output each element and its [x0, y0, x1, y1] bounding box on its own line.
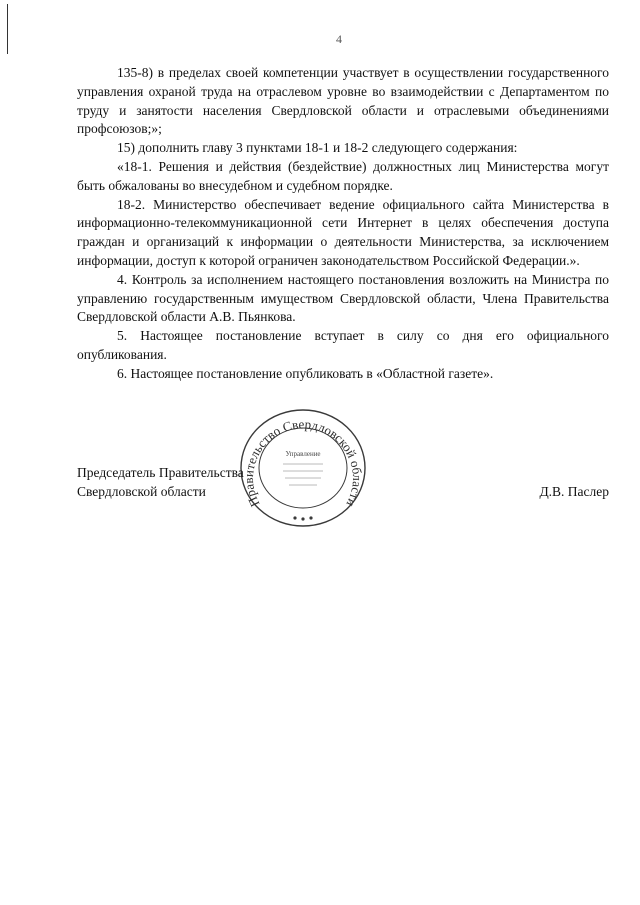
signatory-name: Д.В. Паслер: [539, 483, 609, 499]
signatory-title-line-1: Председатель Правительства: [77, 465, 244, 480]
signatory-title-line-2: Свердловской области: [77, 483, 206, 499]
paragraph-6: 6. Настоящее постановление опубликовать в «Областной газете».: [117, 365, 494, 381]
signatory-title: [77, 464, 244, 502]
paragraph-5: 5. Настоящее постановление вступает в силу со дня его официального опубликования.: [77, 328, 609, 362]
paragraph-15: 15) дополнить главу 3 пунктами 18-1 и 18-2 следующего содержания:: [117, 140, 518, 156]
seal-inner-text: Управление: [285, 450, 321, 458]
seal-outer-text: Правительство Свердловской области: [240, 416, 366, 510]
paragraph-18-1: «18-1. Решения и действия (бездействие) должностных лиц Министерства могут быть обжалованы во внесудебном и судебном порядке.: [77, 158, 609, 193]
document-body: [77, 64, 609, 384]
paragraph-4: 4. Контроль за исполнением настоящего постановления возложить на Министра по управлению государственным имуществом Свердловской области, Члена Правительства Свердловской области А.В. Пьянкова.: [77, 271, 609, 325]
seal-stars-icon: [293, 516, 312, 520]
signature-block: [77, 464, 609, 504]
paragraph-135-8: 135-8) в пределах своей компетенции участвует в осуществлении государственного управления охраной труда на отраслевом уровне во взаимодействии с Департаментом по труду и занятости населения Свердловской области и отраслевыми объединениями профсоюзов;»;: [77, 65, 609, 137]
page-edge-mark: [7, 4, 8, 54]
page-number: 4: [336, 32, 342, 46]
paragraph-18-2: 18-2. Министерство обеспечивает ведение официального сайта Министерства в информационно-телекоммуникационной сети Интернет в целях обеспечения доступа граждан и организаций к информации о деятельности Министерства, за исключением информации, доступ к которой ограничен законодательством Российской Федерации.».: [77, 196, 609, 268]
